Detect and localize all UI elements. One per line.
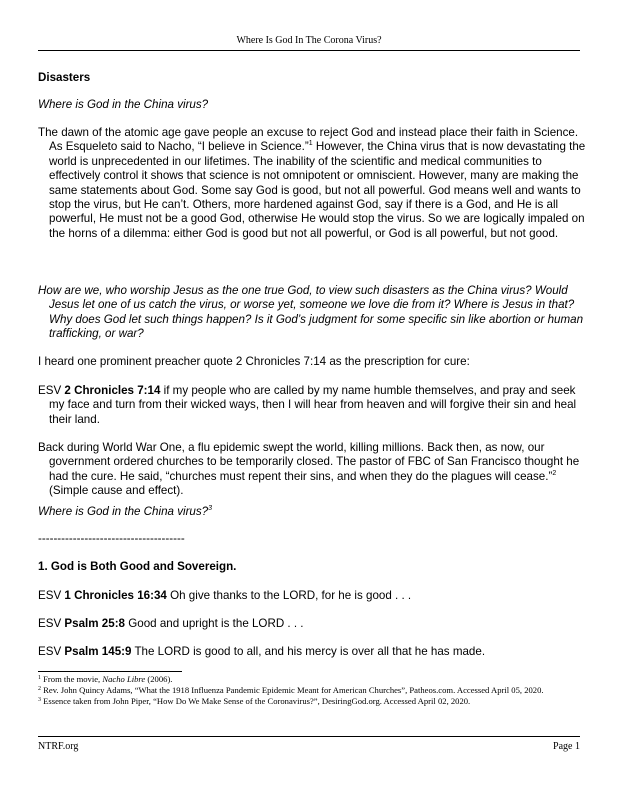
verse-reference: Psalm 145:9 — [64, 645, 132, 658]
divider-line: -------------------------------------- — [38, 532, 185, 545]
footnote-ref-2: 2 — [552, 469, 557, 477]
footnote-text: (2006). — [145, 674, 173, 684]
point-heading: 1. God is Both Good and Sovereign. — [38, 560, 237, 573]
footnote — [38, 674, 580, 685]
question-repeat-text: Where is God in the China virus? — [38, 505, 209, 518]
footnote-ref-3: 3 — [208, 505, 213, 512]
verse-2-chronicles — [38, 384, 591, 427]
verse-text: The LORD is good to all, and his mercy is over all that he has made. — [131, 645, 486, 658]
footnote-number: 1 — [38, 675, 41, 681]
footnote-text: Rev. John Quincy Adams, “What the 1918 Influenza Pandemic Epidemic Meant for American Churches”, Patheos.com. Accessed April 05, 2020. — [41, 685, 544, 695]
running-header: Where Is God In The Corona Virus? — [38, 34, 580, 51]
section-title: Disasters — [38, 71, 91, 84]
verse-version: ESV — [38, 589, 65, 602]
verse-text: if my people who are called by my name humble themselves, and pray and seek my face and turn from their wicked ways, then I will hear from heaven and will forgive their sin and heal their land. — [49, 384, 577, 426]
running-footer — [38, 736, 580, 753]
ww1-paragraph — [38, 441, 591, 499]
footnote-ref-1: 1 — [308, 140, 313, 148]
footnote-title: Nacho Libre — [102, 674, 146, 684]
question-repeat — [38, 505, 580, 519]
verse-line — [38, 589, 580, 603]
intro-text-b: However, the China virus that is now devastating the world is unprecedented in our lifetimes. The inability of the scientific and medical communities to effectively control it shows that science is not omnipotent or omniscient. However, many are making the same statements about God. Some say God is good, but not all powerful. God means well and wants to stop the virus, but He can’t. Others, more hardened against God, say if there is a God, and He is all powerful, He must not be a good God, otherwise He would stop the virus. So we are logically impaled on the horns of a dilemma: either God is good but not all powerful, or God is all powerful, but not good. — [49, 140, 586, 240]
footer-page-number: Page 1 — [553, 741, 580, 752]
footnote-number: 2 — [38, 686, 41, 692]
footer-site: NTRF.org — [38, 741, 79, 752]
verse-reference: 1 Chronicles 16:34 — [64, 589, 167, 602]
verse-text: Good and upright is the LORD . . . — [125, 617, 304, 630]
footnote — [38, 696, 580, 707]
intro-paragraph — [38, 126, 591, 241]
verse-version: ESV — [38, 384, 65, 397]
verse-version: ESV — [38, 617, 65, 630]
verse-reference: 2 Chronicles 7:14 — [64, 384, 161, 397]
verse-text: Oh give thanks to the LORD, for he is good . . . — [166, 589, 412, 602]
verse-version: ESV — [38, 645, 65, 658]
footnote-number: 3 — [38, 697, 41, 703]
footnote — [38, 685, 580, 696]
question-heading: Where is God in the China virus? — [38, 98, 209, 111]
verse-line — [38, 617, 580, 631]
preacher-paragraph: I heard one prominent preacher quote 2 Chronicles 7:14 as the prescription for cure: — [38, 355, 470, 368]
footnote-text: From the movie, — [41, 674, 103, 684]
verse-line — [38, 645, 580, 659]
footnotes — [38, 674, 580, 707]
verse-reference: Psalm 25:8 — [64, 617, 126, 630]
ww1-text-b: (Simple cause and effect). — [49, 484, 184, 498]
footnote-text: Essence taken from John Piper, “How Do We Make Sense of the Coronavirus?”, DesiringGod.org. Accessed April 02, 2020. — [41, 696, 471, 706]
questions-paragraph: How are we, who worship Jesus as the one true God, to view such disasters as the China virus? Would Jesus let one of us catch the virus, or worse yet, someone we love die from it? Where is Jesus in that? Why does God let such things happen? Is it God’s judgment for some specific sin like abortion or human trafficking, or war? — [38, 284, 584, 341]
footnote-separator — [38, 671, 182, 672]
ww1-text-a: Back during World War One, a flu epidemic swept the world, killing millions. Back then, as now, our government ordered churches to be temporarily closed. The pastor of FBC of San Francisco thought he had the cure. He said, “churches must repent their sins, and when they do the plagues will cease.” — [38, 441, 580, 483]
intro-text-a: The dawn of the atomic age gave people an excuse to reject God and instead place their faith in Science. As Esqueleto said to Nacho, “I believe in Science.” — [38, 126, 579, 154]
